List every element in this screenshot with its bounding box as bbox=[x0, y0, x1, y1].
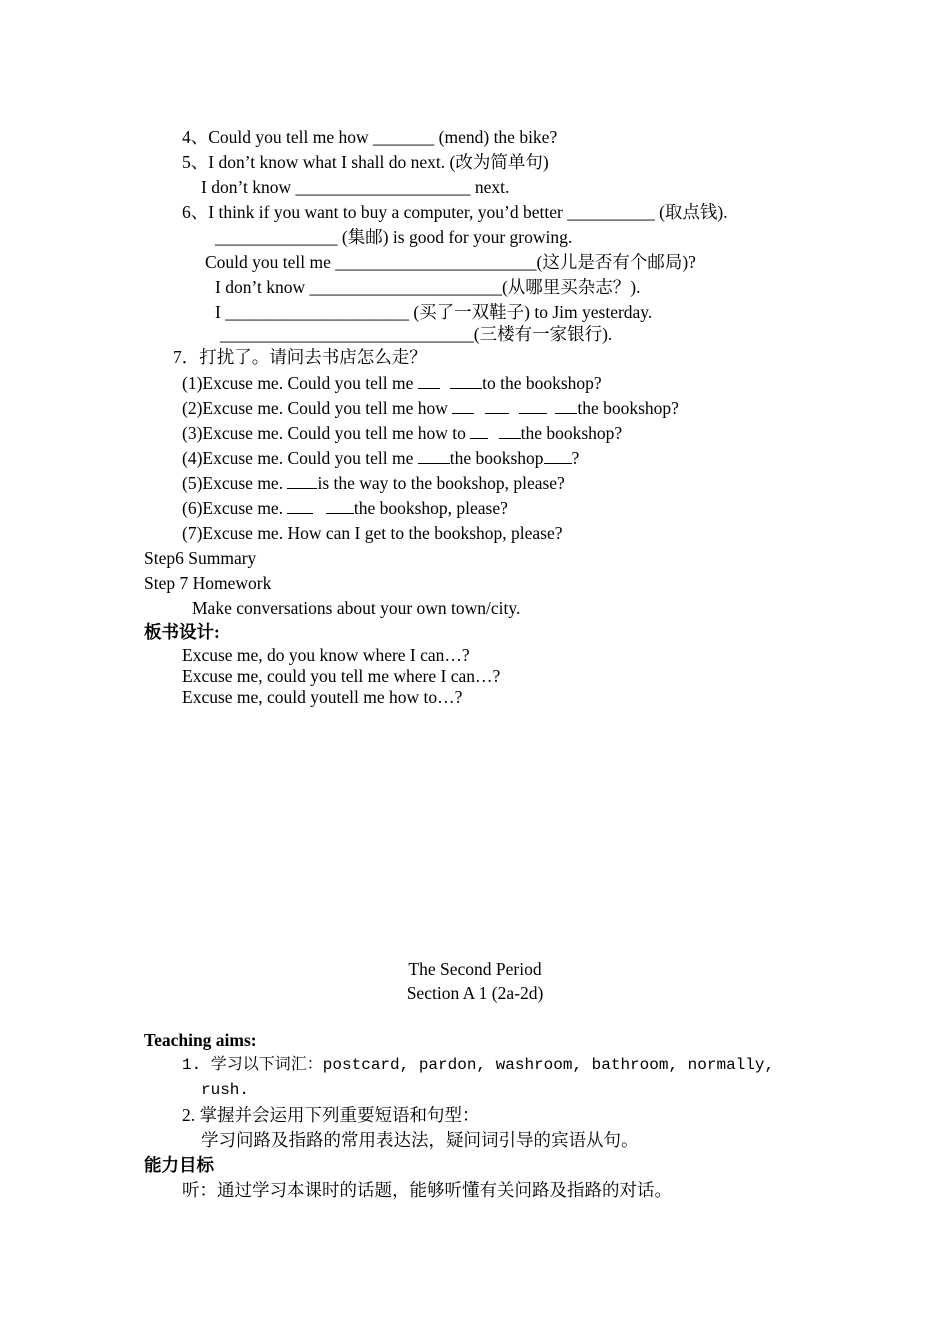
item-text: to the bookshop? bbox=[482, 373, 602, 393]
homework-text: Make conversations about your own town/city. bbox=[192, 598, 521, 618]
blank bbox=[287, 497, 313, 514]
item-text: (5)Excuse me. bbox=[182, 473, 284, 493]
section-title: Section A 1 (2a-2d) bbox=[406, 983, 544, 1003]
teaching-aims-heading: Teaching aims: bbox=[144, 1030, 257, 1050]
exercise-6: 6、I think if you want to buy a computer, you’d better __________ (取点钱). bbox=[182, 202, 728, 222]
aim-2-detail: 学习问路及指路的常用表达法，疑问词引导的宾语从句。 bbox=[201, 1130, 639, 1150]
blank bbox=[418, 447, 450, 464]
exercise-7-item-7: (7)Excuse me. How can I get to the bookshop, please? bbox=[182, 523, 563, 543]
step-7-heading: Step 7 Homework bbox=[144, 573, 272, 593]
exercise-6-line-2: ______________ (集邮) is good for your growing. bbox=[215, 227, 573, 247]
exercise-7-title: 7．打扰了。请问去书店怎么走？ bbox=[173, 347, 427, 367]
board-line-2: Excuse me, could you tell me where I can…? bbox=[182, 666, 501, 686]
period-title: The Second Period bbox=[408, 959, 542, 979]
step-6-heading: Step6 Summary bbox=[144, 548, 257, 568]
blank bbox=[544, 447, 572, 464]
blank bbox=[287, 472, 317, 489]
item-text: (6)Excuse me. bbox=[182, 498, 284, 518]
exercise-7-item-6 bbox=[182, 497, 508, 519]
aim-1-continued: rush. bbox=[201, 1081, 250, 1099]
blank bbox=[418, 372, 440, 389]
exercise-6-line-4: I don’t know ______________________(从哪里买杂志？). bbox=[215, 277, 641, 297]
item-text: (4)Excuse me. Could you tell me bbox=[182, 448, 414, 468]
item-text: is the way to the bookshop, please? bbox=[317, 473, 565, 493]
item-text: the bookshop? bbox=[520, 423, 623, 443]
blank bbox=[499, 422, 521, 439]
exercise-4: 4、Could you tell me how _______ (mend) the bike? bbox=[182, 127, 558, 147]
board-line-3: Excuse me, could youtell me how to…? bbox=[182, 687, 463, 707]
ability-listening: 听：通过学习本课时的话题，能够听懂有关问路及指路的对话。 bbox=[182, 1180, 672, 1200]
exercise-7-item-1 bbox=[182, 372, 602, 394]
ability-goals-heading: 能力目标 bbox=[144, 1155, 214, 1175]
item-text: the bookshop? bbox=[577, 398, 679, 418]
board-design-heading: 板书设计: bbox=[144, 622, 220, 642]
exercise-7-item-5 bbox=[182, 472, 565, 494]
item-text: the bookshop bbox=[449, 448, 544, 468]
exercise-6-line-6: _____________________________(三楼有一家银行). bbox=[220, 324, 613, 344]
board-line-1: Excuse me, do you know where I can…? bbox=[182, 645, 470, 665]
blank bbox=[470, 422, 488, 439]
exercise-5: 5、I don’t know what I shall do next. (改为简单句) bbox=[182, 152, 549, 172]
item-text: the bookshop, please? bbox=[353, 498, 508, 518]
blank bbox=[519, 397, 547, 414]
blank bbox=[452, 397, 474, 414]
exercise-7-item-3 bbox=[182, 422, 622, 444]
item-text: (3)Excuse me. Could you tell me how to bbox=[182, 423, 466, 443]
exercise-7-item-4 bbox=[182, 447, 579, 469]
aim-2: 2. 掌握并会运用下列重要短语和句型： bbox=[182, 1105, 480, 1125]
exercise-7-item-2 bbox=[182, 397, 679, 419]
exercise-6-line-3: Could you tell me _______________________(这儿是否有个邮局)? bbox=[205, 252, 696, 272]
blank bbox=[326, 497, 354, 514]
exercise-5-answer: I don’t know ____________________ next. bbox=[201, 177, 510, 197]
item-text: (1)Excuse me. Could you tell me bbox=[182, 373, 414, 393]
aim-1: 1. 学习以下词汇：postcard, pardon, washroom, bathroom, normally, bbox=[182, 1056, 775, 1074]
blank bbox=[450, 372, 482, 389]
exercise-6-line-5: I _____________________ (买了一双鞋子) to Jim yesterday. bbox=[215, 302, 653, 322]
item-text: ? bbox=[571, 448, 580, 468]
blank bbox=[485, 397, 509, 414]
item-text: (2)Excuse me. Could you tell me how bbox=[182, 398, 448, 418]
blank bbox=[555, 397, 577, 414]
